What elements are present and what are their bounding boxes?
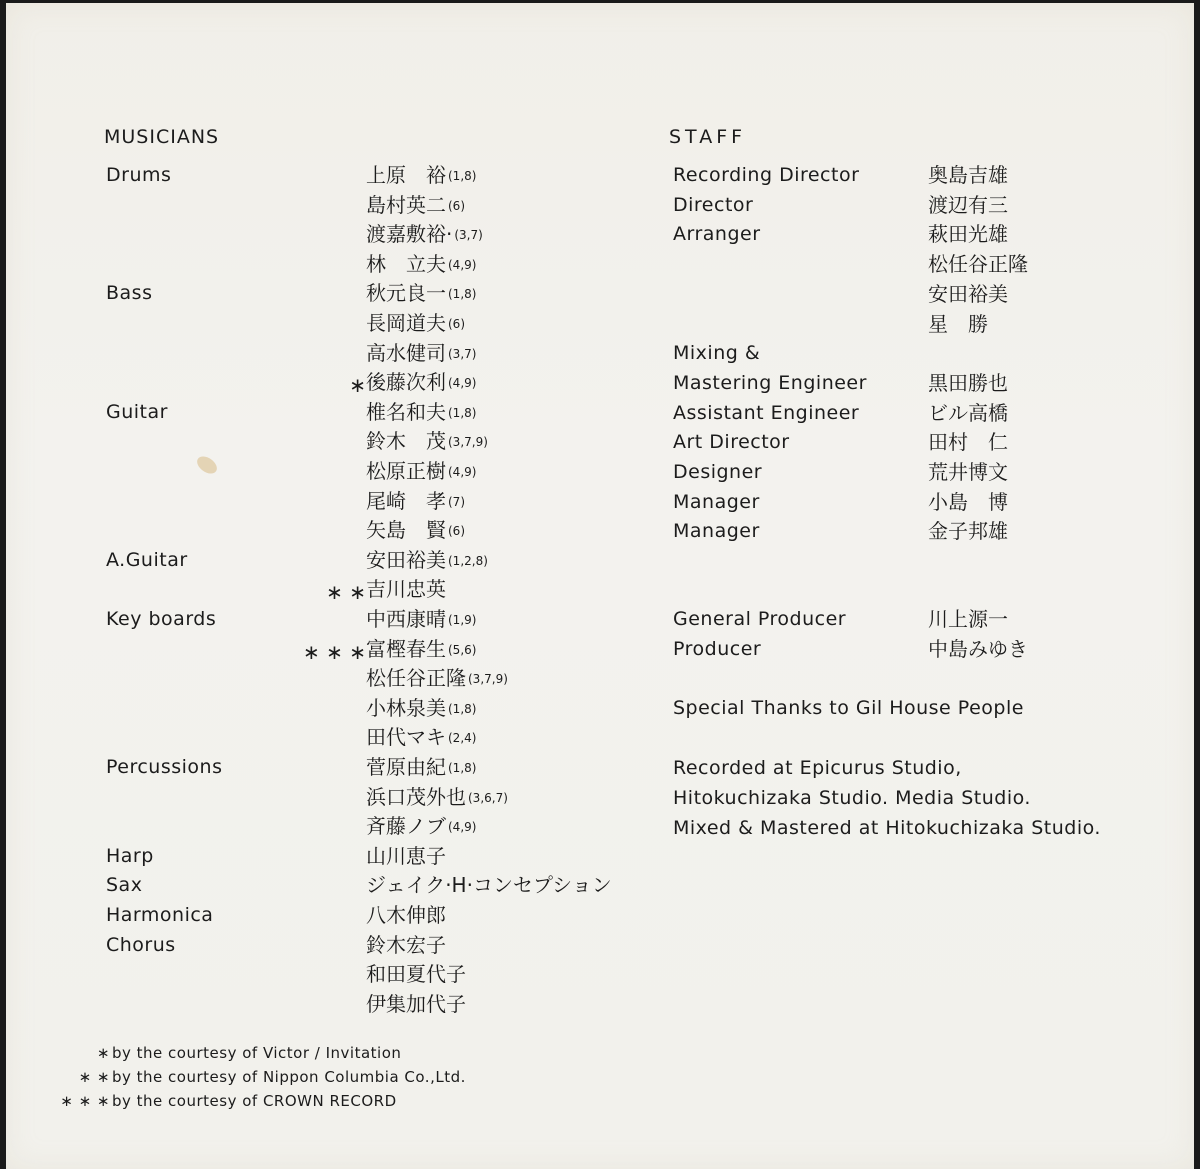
courtesy-mark: ∗ ∗ (326, 580, 366, 604)
instrument-label: A.Guitar (106, 549, 188, 571)
musician-name: 菅原由紀 (366, 755, 446, 779)
recorded-line-1: Recorded at Epicurus Studio, (673, 757, 962, 779)
musician-entry (366, 461, 476, 482)
musician-entry (366, 402, 476, 423)
courtesy-mark: ∗ ∗ ∗ (303, 640, 366, 664)
special-thanks: Special Thanks to Gil House People (673, 697, 1024, 719)
musician-name: 伊集加代子 (366, 992, 466, 1016)
musician-entry (366, 550, 488, 571)
courtesy-mark: ∗ (349, 373, 366, 397)
staff-name: ビル高橋 (928, 401, 1008, 425)
producer-name: 中島みゆき (928, 637, 1028, 661)
musician-entry (366, 935, 448, 956)
staff-name: 黒田勝也 (928, 371, 1008, 395)
instrument-label: Harmonica (106, 904, 214, 926)
track-numbers: (3,7,9) (448, 435, 488, 449)
musician-entry (366, 875, 614, 896)
track-numbers: (4,9) (448, 258, 477, 272)
musician-name: 尾崎 孝 (366, 489, 446, 513)
musician-entry (366, 816, 476, 837)
staff-name: 星 勝 (928, 312, 988, 336)
recorded-line-3: Mixed & Mastered at Hitokuchizaka Studio. (673, 817, 1101, 839)
track-numbers: (3,7,9) (468, 672, 508, 686)
staff-name: 安田裕美 (928, 282, 1008, 306)
track-numbers: (6) (448, 317, 465, 331)
instrument-label: Chorus (106, 934, 176, 956)
staff-name: 田村 仁 (928, 430, 1008, 454)
staff-role: Assistant Engineer (673, 402, 860, 424)
musician-name: 斉藤ノブ (366, 814, 446, 838)
musician-entry (366, 491, 465, 512)
musician-entry (366, 787, 508, 808)
staff-role: Mastering Engineer (673, 372, 867, 394)
track-numbers: (1,8) (448, 287, 477, 301)
staff-name: 萩田光雄 (928, 222, 1008, 246)
musician-name: ジェイク·H·コンセプション (366, 873, 612, 897)
musician-name: 山川恵子 (366, 844, 446, 868)
musician-name: 林 立夫 (366, 252, 446, 276)
musician-name: 中西康晴 (366, 607, 446, 631)
track-numbers: (1,8) (448, 169, 477, 183)
musician-name: 松任谷正隆 (366, 666, 466, 690)
musician-name: 長岡道夫 (366, 311, 446, 335)
musician-entry (366, 639, 476, 660)
staff-role: Recording Director (673, 164, 860, 186)
track-numbers: (3,7) (448, 347, 477, 361)
musician-entry (366, 994, 468, 1015)
track-numbers: (1,8) (448, 406, 477, 420)
musician-entry (366, 846, 448, 867)
track-numbers: (6) (448, 199, 465, 213)
musician-entry (366, 254, 476, 275)
paper-stain (194, 453, 220, 477)
staff-role: Mixing & (673, 342, 761, 364)
musician-name: 秋元良一 (366, 281, 446, 305)
track-numbers: (1,9) (448, 613, 477, 627)
musician-name: 八木伸郎 (366, 903, 446, 927)
track-numbers: (2,4) (448, 731, 477, 745)
musician-name: 安田裕美 (366, 548, 446, 572)
musician-entry (366, 520, 465, 541)
instrument-label: Bass (106, 282, 153, 304)
track-numbers: (1,2,8) (448, 554, 488, 568)
instrument-label: Percussions (106, 756, 223, 778)
musician-entry (366, 372, 476, 393)
musician-name: 島村英二 (366, 193, 446, 217)
musician-entry (366, 224, 483, 245)
track-numbers: (4,9) (448, 465, 477, 479)
musician-entry (366, 431, 488, 452)
musician-name: 高水健司 (366, 341, 446, 365)
musician-entry (366, 579, 448, 600)
instrument-label: Key boards (106, 608, 217, 630)
musicians-heading: MUSICIANS (104, 126, 220, 148)
producer-role: General Producer (673, 608, 847, 630)
staff-name: 荒井博文 (928, 460, 1008, 484)
footnote-text: by the courtesy of Nippon Columbia Co.,Ltd. (112, 1068, 466, 1086)
footnote-mark: ∗ ∗ ∗ (60, 1092, 110, 1110)
track-numbers: (5,6) (448, 643, 477, 657)
musician-entry (366, 343, 476, 364)
instrument-label: Drums (106, 164, 172, 186)
footnote-mark: ∗ ∗ (78, 1068, 110, 1086)
instrument-label: Sax (106, 874, 143, 896)
track-numbers: (1,8) (448, 761, 477, 775)
track-numbers: (7) (448, 495, 465, 509)
musician-entry (366, 195, 465, 216)
musician-name: 鈴木 茂 (366, 429, 446, 453)
musician-entry (366, 165, 476, 186)
staff-name: 小島 博 (928, 490, 1008, 514)
musician-entry (366, 668, 508, 689)
recorded-line-2: Hitokuchizaka Studio. Media Studio. (673, 787, 1031, 809)
staff-name: 渡辺有三 (928, 193, 1008, 217)
staff-name: 金子邦雄 (928, 519, 1008, 543)
musician-entry (366, 964, 468, 985)
musician-name: 渡嘉敷裕· (366, 222, 453, 246)
track-numbers: (3,7) (454, 228, 483, 242)
producer-name: 川上源一 (928, 607, 1008, 631)
musician-name: 松原正樹 (366, 459, 446, 483)
musician-entry (366, 757, 476, 778)
musician-entry (366, 283, 476, 304)
producer-role: Producer (673, 638, 762, 660)
staff-role: Designer (673, 461, 763, 483)
staff-role: Director (673, 194, 754, 216)
footnote-text: by the courtesy of CROWN RECORD (112, 1092, 397, 1110)
musician-name: 小林泉美 (366, 696, 446, 720)
musician-name: 田代マキ (366, 725, 446, 749)
staff-name: 松任谷正隆 (928, 252, 1028, 276)
staff-role: Art Director (673, 431, 790, 453)
staff-name: 奥島吉雄 (928, 163, 1008, 187)
musician-name: 椎名和夫 (366, 400, 446, 424)
staff-role: Arranger (673, 223, 761, 245)
musician-name: 浜口茂外也 (366, 785, 466, 809)
musician-entry (366, 698, 476, 719)
musician-name: 富樫春生 (366, 637, 446, 661)
musician-name: 上原 裕 (366, 163, 446, 187)
musician-entry (366, 313, 465, 334)
track-numbers: (6) (448, 524, 465, 538)
musician-entry (366, 905, 448, 926)
footnote-text: by the courtesy of Victor / Invitation (112, 1044, 402, 1062)
musician-name: 吉川忠英 (366, 577, 446, 601)
track-numbers: (4,9) (448, 376, 477, 390)
liner-notes-page (6, 3, 1194, 1169)
musician-name: 鈴木宏子 (366, 933, 446, 957)
staff-heading: STAFF (669, 126, 747, 148)
track-numbers: (4,9) (448, 820, 477, 834)
musician-entry (366, 609, 476, 630)
staff-role: Manager (673, 520, 760, 542)
musician-entry (366, 727, 476, 748)
musician-name: 和田夏代子 (366, 962, 466, 986)
track-numbers: (3,6,7) (468, 791, 508, 805)
musician-name: 矢島 賢 (366, 518, 446, 542)
instrument-label: Harp (106, 845, 154, 867)
musician-name: 後藤次利 (366, 370, 446, 394)
track-numbers: (1,8) (448, 702, 477, 716)
staff-role: Manager (673, 491, 760, 513)
footnote-mark: ∗ (96, 1044, 110, 1062)
instrument-label: Guitar (106, 401, 168, 423)
